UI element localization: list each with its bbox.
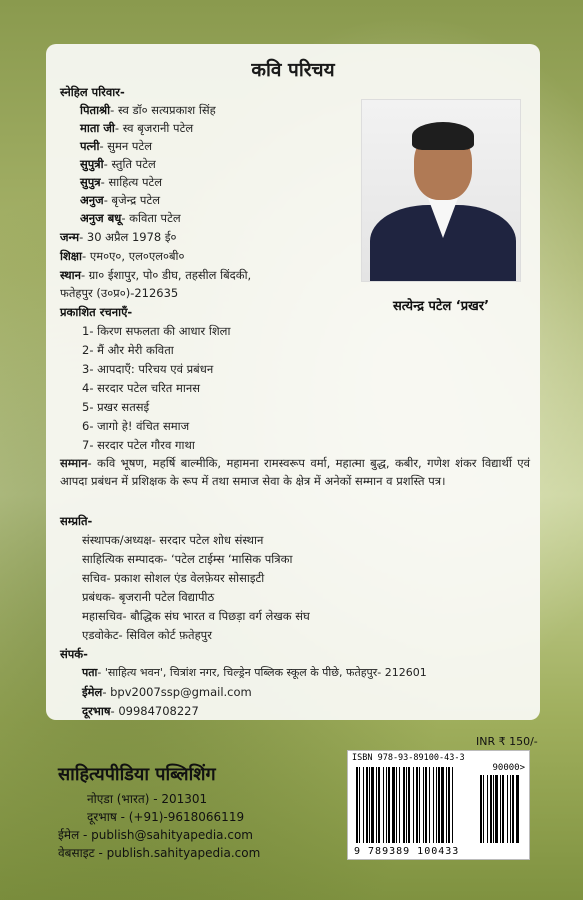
current-heading: सम्प्रति- (60, 514, 93, 528)
family-mother: माता जी- स्व बृजरानी पटेल (80, 121, 194, 135)
current-item: प्रबंधक- बृजरानी पटेल विद्यापीठ (82, 590, 215, 604)
family-father: पिताश्री- स्व डॉ० सत्यप्रकाश सिंह (80, 103, 216, 117)
publisher-email: ईमेल - publish@sahityapedia.com (58, 828, 253, 842)
author-profile-panel (46, 44, 540, 720)
works-item: 5- प्रखर सतसई (82, 400, 150, 414)
publisher-name: साहित्यपीडिया पब्लिशिंग (58, 764, 216, 785)
contact-heading: संपर्क- (60, 647, 88, 661)
page-title: कवि परिचय (251, 59, 335, 81)
education-line: शिक्षा- एम०ए०, एल०एल०बी० (60, 249, 185, 263)
isbn-text: ISBN 978-93-89100-43-3 (352, 753, 465, 763)
works-item: 3- आपदाएँ: परिचय एवं प्रबंधन (82, 362, 214, 376)
barcode-addon: 90000> (492, 763, 525, 773)
works-item: 2- मैं और मेरी कविता (82, 343, 174, 357)
photo-caption: सत्येन्द्र पटेल ‘प्रखर’ (392, 299, 490, 314)
contact-address: पता- 'साहित्य भवन', चित्रांश नगर, चिल्ड्रेन पब्लिक स्कूल के पीछे, फतेहपुर- 212601 (82, 666, 427, 679)
publisher-phone: दूरभाष - (+91)-9618066119 (87, 810, 245, 824)
place-line: स्थान- ग्रा० ईशापुर, पो० डीघ, तहसील बिंदकी, (60, 268, 252, 282)
works-item: 4- सरदार पटेल चरित मानस (82, 381, 201, 395)
current-item: एडवोकेट- सिविल कोर्ट फ़तेहपुर (82, 628, 212, 642)
birth-line: जन्म- 30 अप्रैल 1978 ई० (60, 230, 177, 244)
current-item: संस्थापक/अध्यक्ष- सरदार पटेल शोध संस्थान (82, 533, 264, 547)
isbn-barcode (347, 750, 530, 860)
price-label: INR ₹ 150/- (476, 735, 538, 748)
author-photo (361, 99, 521, 282)
family-sister-in-law: अनुज बधू- कविता पटेल (80, 211, 181, 225)
works-item: 6- जागो हे! वंचित समाज (82, 419, 190, 433)
publisher-website: वेबसाइट - publish.sahityapedia.com (58, 846, 261, 860)
works-heading: प्रकाशित रचनाएँ- (60, 305, 133, 319)
family-daughter: सुपुत्री- स्तुति पटेल (80, 157, 156, 171)
family-brother: अनुज- बृजेन्द्र पटेल (80, 193, 161, 207)
photo-hair (412, 122, 474, 150)
honors-paragraph: सम्मान- कवि भूषण, महर्षि बाल्मीकि, महामना रामस्वरूप वर्मा, महात्मा बुद्ध, कबीर, गणेश शंकर विद्यार्थी एवं आपदा प्रबंधन में प्रशिक्षक के रूप में तथा समाज सेवा के क्षेत्र में अनेकों सम्मान व प्रशस्ति पत्र। (60, 456, 530, 488)
barcode-bars (354, 767, 524, 845)
current-item: साहित्यिक सम्पादक- ‘पटेल टाईम्स ‘मासिक पत्रिका (82, 552, 293, 566)
contact-phone: दूरभाष- 09984708227 (82, 704, 199, 718)
family-heading: स्नेहिल परिवार- (60, 85, 125, 99)
place-line-2: फतेहपुर (उ०प्र०)-212635 (60, 286, 179, 300)
works-item: 7- सरदार पटेल गौरव गाथा (82, 438, 195, 452)
publisher-city: नोएडा (भारत) - 201301 (87, 792, 208, 806)
family-son: सुपुत्र- साहित्य पटेल (80, 175, 163, 189)
contact-email: ईमेल- bpv2007ssp@gmail.com (82, 685, 252, 699)
family-wife: पत्नी- सुमन पटेल (80, 139, 153, 153)
barcode-digits: 9 789389 100433 (354, 846, 460, 857)
works-item: 1- किरण सफलता की आधार शिला (82, 324, 231, 338)
current-item: सचिव- प्रकाश सोशल एंड वेलफ़ेयर सोसाइटी (82, 571, 265, 585)
current-item: महासचिव- बौद्धिक संघ भारत व पिछड़ा वर्ग लेखक संघ (82, 609, 310, 623)
